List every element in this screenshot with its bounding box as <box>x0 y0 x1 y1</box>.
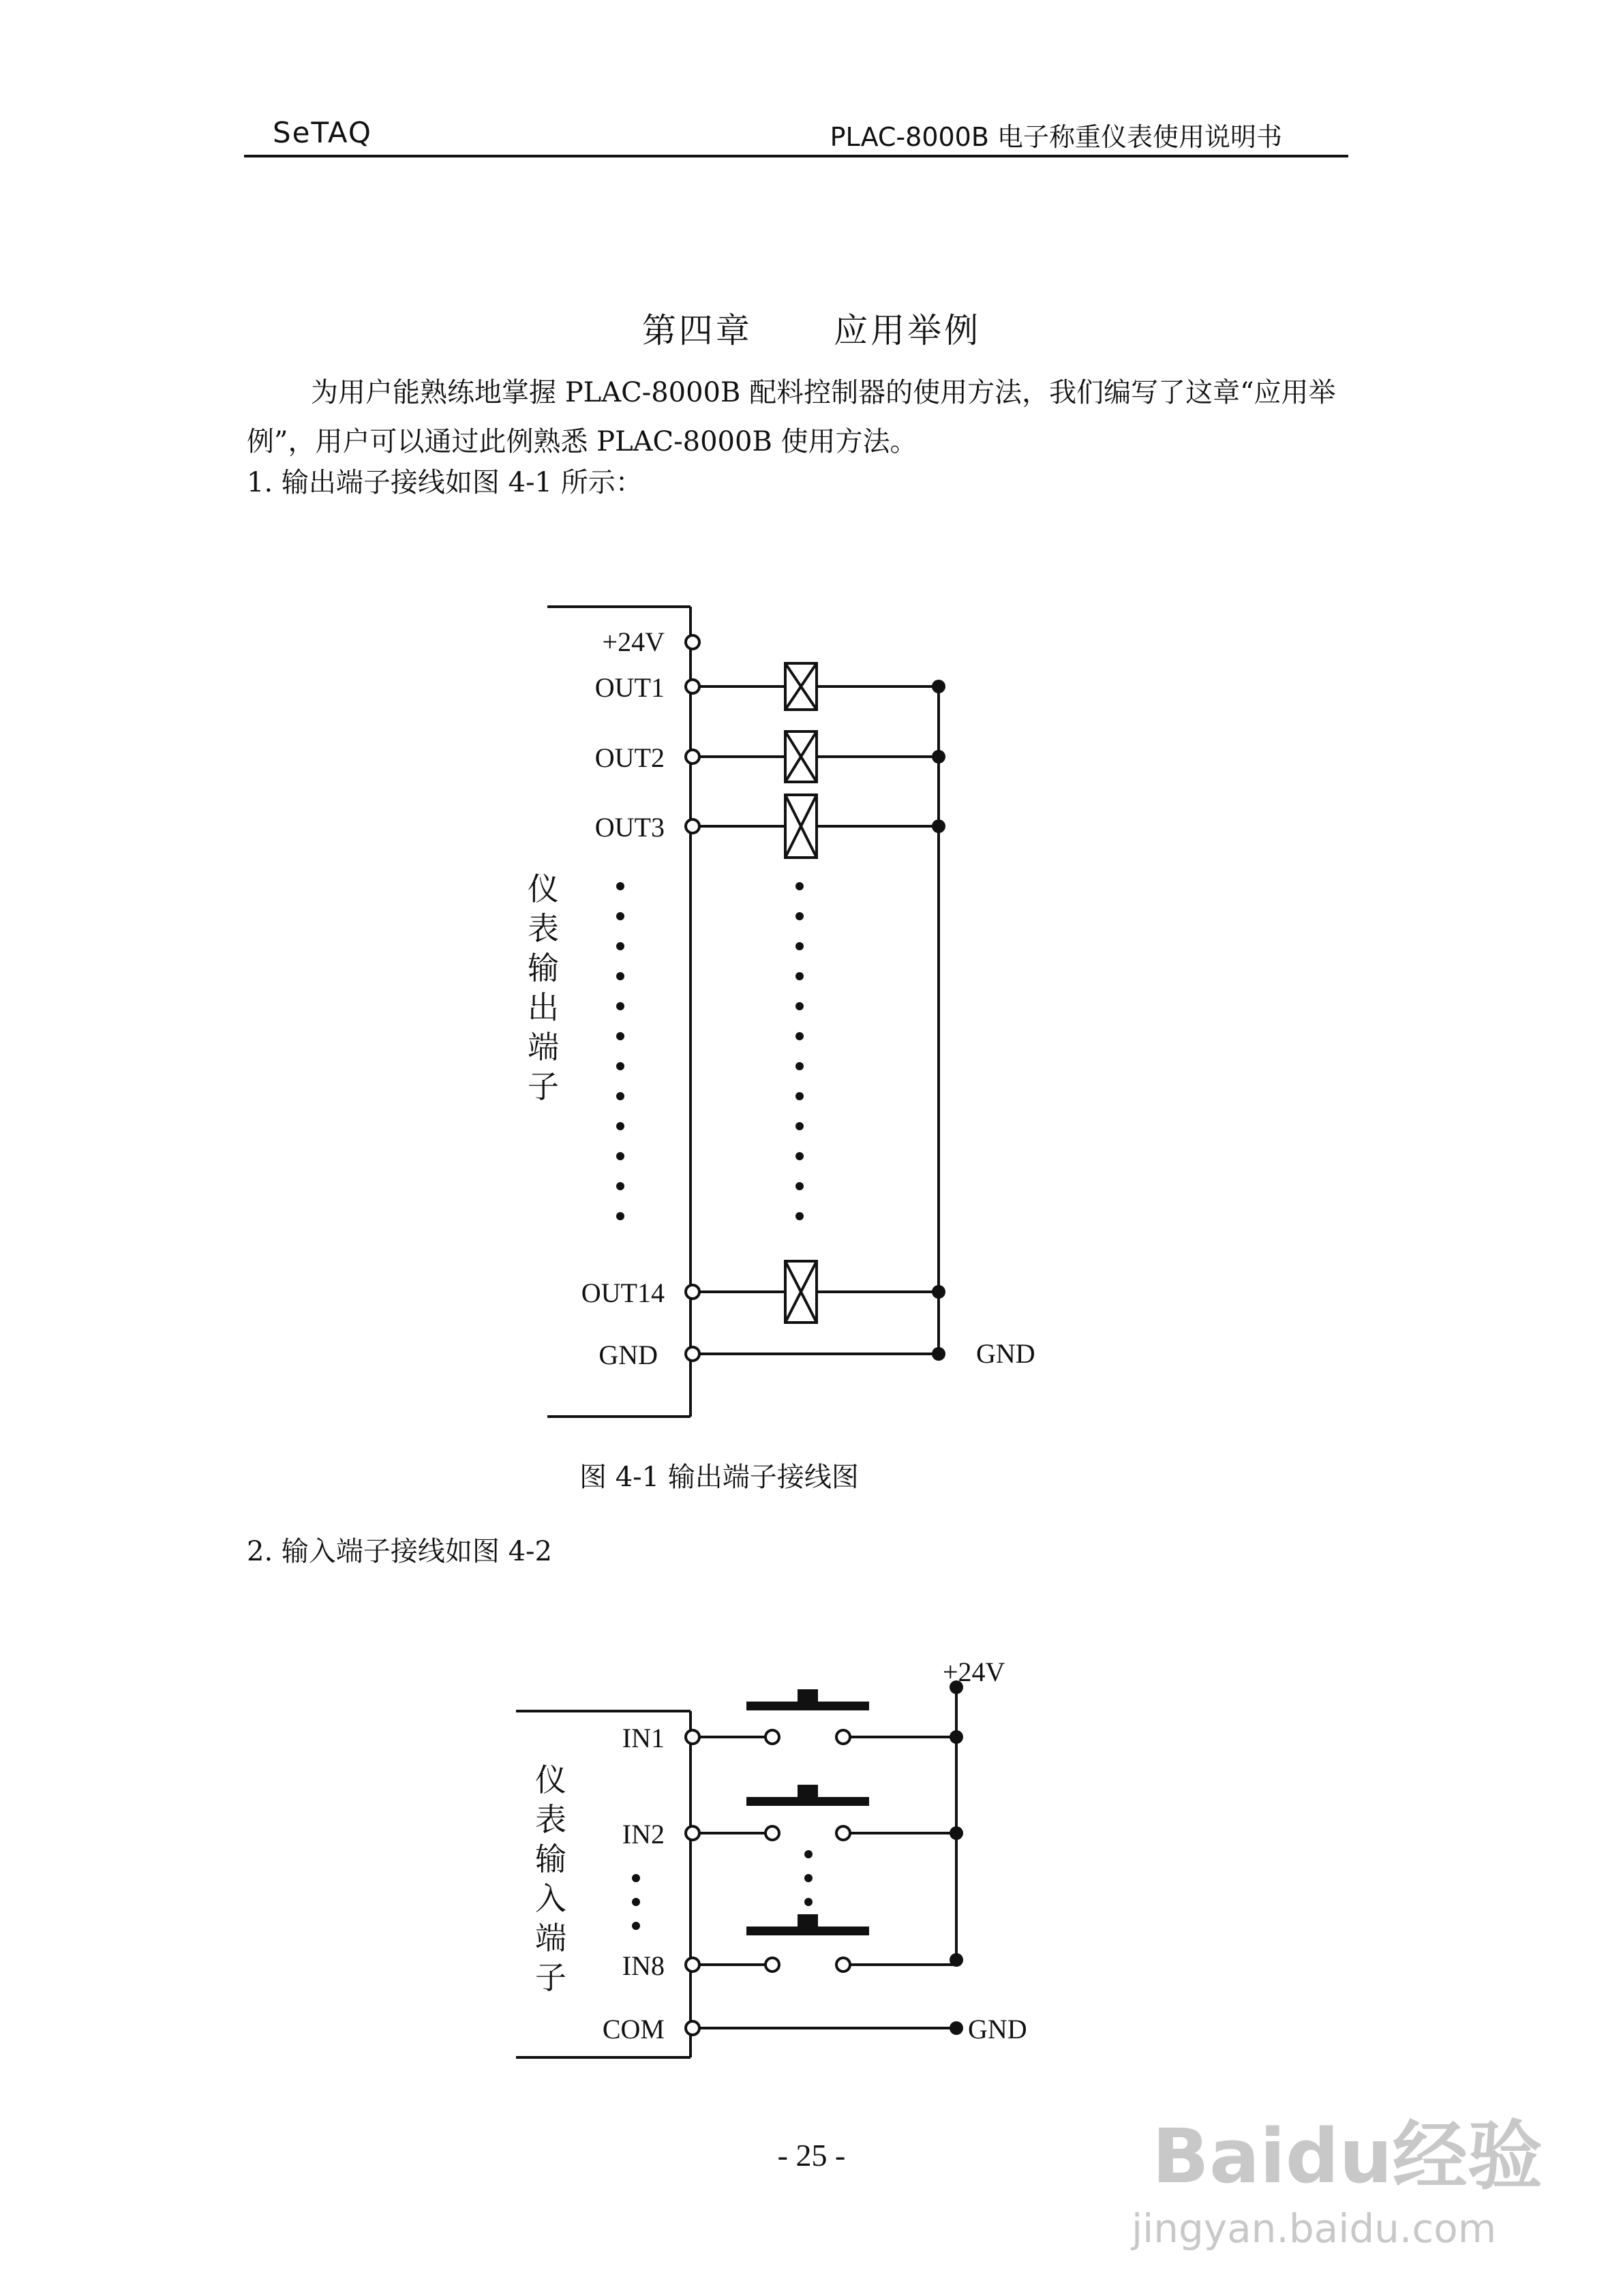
side-label-char: 子 <box>528 1068 559 1105</box>
header-brand: SeTAQ <box>273 116 372 149</box>
terminal-label-out1: OUT1 <box>594 672 665 703</box>
watermark-url: jingyan.baidu.com <box>1132 2205 1497 2252</box>
intro-text: 为用户能熟练地掌握 PLAC-8000B 配料控制器的使用方法，我们编写了这章“应用举例”，用户可以通过此例熟悉 PLAC-8000B 使用方法。 <box>247 377 1336 457</box>
terminal-label-out3: OUT3 <box>594 812 665 843</box>
figure1-caption: 图 4-1 输出端子接线图 <box>579 1462 859 1493</box>
side-label-char: 端 <box>535 1920 566 1957</box>
step1-text: 1. 输出端子接线如图 4-1 所示： <box>247 467 643 498</box>
gnd-right-label: GND <box>968 2014 1027 2044</box>
watermark-logo: Baidu经验 <box>1152 2113 1543 2200</box>
header-doc-title: PLAC-8000B 电子称重仪表使用说明书 <box>830 122 1282 152</box>
side-label-char: 入 <box>535 1880 566 1917</box>
terminal-label-out2: OUT2 <box>594 742 665 773</box>
terminal-label-in8: IN8 <box>622 1950 665 1981</box>
terminal-label-com: COM <box>602 2014 665 2044</box>
side-label-char: 端 <box>528 1029 559 1066</box>
terminal-label-in1: IN1 <box>622 1723 665 1753</box>
terminal-label-gnd: GND <box>598 1340 658 1370</box>
terminal-label-out14: OUT14 <box>581 1278 665 1308</box>
side-label-char: 输 <box>535 1841 566 1877</box>
side-label-char: 表 <box>528 910 559 947</box>
page-number: - 25 - <box>777 2138 846 2173</box>
side-label-char: 仪 <box>535 1762 566 1798</box>
side-label-char: 出 <box>528 989 559 1026</box>
terminal-label-in2: IN2 <box>622 1819 665 1849</box>
side-label-char: 输 <box>528 950 559 986</box>
side-label-char: 子 <box>535 1959 566 1996</box>
terminal-label-24v: +24V <box>602 626 665 657</box>
chapter-title: 第四章 应用举例 <box>641 311 982 350</box>
step2-text: 2. 输入端子接线如图 4-2 <box>247 1536 553 1567</box>
side-label-char: 表 <box>535 1801 566 1838</box>
side-label-char: 仪 <box>528 871 559 907</box>
gnd-right-label: GND <box>976 1338 1035 1369</box>
v24-label: +24V <box>943 1657 1005 1687</box>
